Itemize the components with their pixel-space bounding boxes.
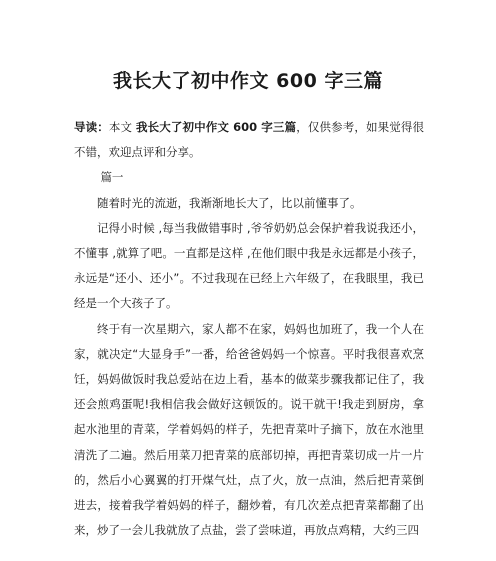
intro-text-after: ，仅供参考，如果觉得很不错，欢迎点评和分享。 [74,120,425,160]
paragraph-2: 记得小时候 ,每当我做错事时 ,爷爷奶奶总会保护着我说我还小，不懂事 ,就算了吧。一直都是这样 ,在他们眼中我是永远都是小孩子，永远是“还小、还小”。不过我现在已经上六年级了，在我眼里，我已经是一个大孩子了。 [74,220,424,311]
section-heading: 篇一 [100,170,124,185]
intro-label: 导读： [74,120,109,134]
document-title: 我长大了初中作文 600 字三篇 [113,70,383,92]
paragraph-3: 终于有一次星期六，家人都不在家，妈妈也加班了，我一个人在家，就决定“大显身手”一番，给爸爸妈妈一个惊喜。平时我很喜欢烹饪，妈妈做饭时我总爱站在边上看，基本的做菜步骤我都记住了，我还会煎鸡蛋呢!我相信我会做好这顿饭的。说干就干!我走到厨房，拿起水池里的青菜，学着妈妈的样子，先把青菜叶子摘下，放在水池里清洗了二遍。然后用菜刀把青菜的底部切掉，再把青菜切成一片一片的，然后小心翼翼的打开煤气灶，点了火，放一点油，然后把青菜倒进去，接着我学着妈妈的样子，翻炒着，有几次差点把青菜都翻了出来，炒了一会儿我就放了点盐，尝了尝味道，再放点鸡精，大约三四 [74,321,424,538]
intro-article-title: 我长大了初中作文 600 字三篇 [135,120,297,134]
paragraph-1: 随着时光的流逝，我渐渐地长大了，比以前懂事了。 [97,195,362,210]
intro-paragraph [74,115,424,165]
intro-text-before: 本文 [108,120,136,134]
document-body [74,115,424,543]
